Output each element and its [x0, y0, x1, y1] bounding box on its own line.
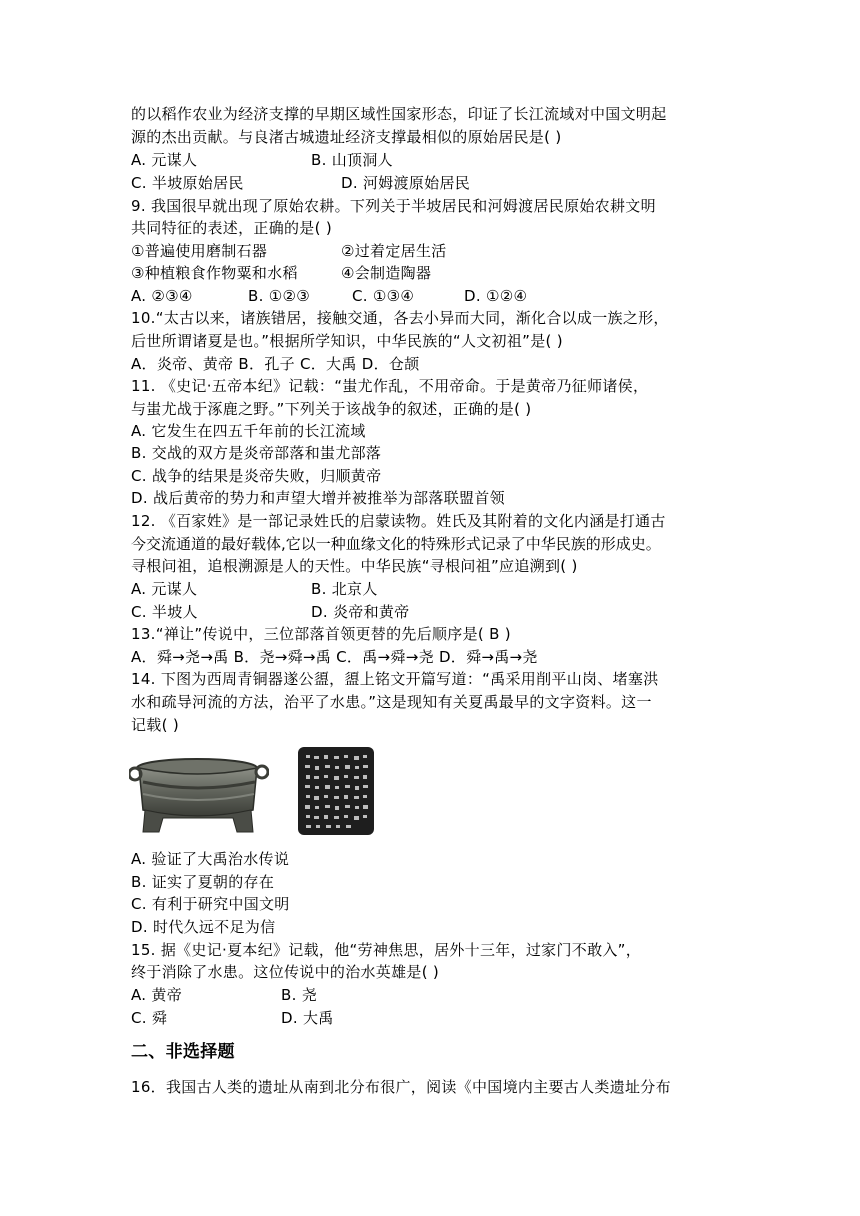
q14-option-b: B. 证实了夏朝的存在 — [131, 873, 275, 891]
q8-option-d: D. 河姆渡原始居民 — [341, 174, 471, 192]
q8-stem-line2: 源的杰出贡献。与良渚古城遗址经济支撑最相似的原始居民是( ) — [131, 128, 562, 146]
q14-option-c: C. 有利于研究中国文明 — [131, 895, 290, 913]
q14-option-d: D. 时代久远不足为信 — [131, 918, 276, 936]
bronze-vessel-image — [129, 748, 269, 838]
q11-stem-line2: 与蚩尤战于涿鹿之野。”下列关于该战争的叙述，正确的是( ) — [131, 400, 532, 418]
q14-stem-line2: 水和疏导河流的方法，治平了水患。”这是现知有关夏禹最早的文字资料。这一 — [131, 693, 652, 711]
q8-option-a: A. 元谋人 — [131, 151, 198, 169]
q8-stem-line1: 的以稻作农业为经济支撑的早期区域性国家形态，印证了长江流域对中国文明起 — [131, 105, 667, 123]
q10-stem-line2: 后世所谓诸夏是也。”根据所学知识，中华民族的“人文初祖”是( ) — [131, 332, 563, 350]
q8-option-b: B. 山顶洞人 — [311, 151, 393, 169]
q12-stem-line3: 寻根问祖，追根溯源是人的天性。中华民族“寻根问祖”应追溯到( ) — [131, 557, 578, 575]
q12-stem-line2: 今交流通道的最好载体,它以一种血缘文化的特殊形式记录了中华民族的形成史。 — [131, 535, 661, 553]
q12-option-a: A. 元谋人 — [131, 580, 198, 598]
q12-option-b: B. 北京人 — [311, 580, 378, 598]
q13-options: A．舜→尧→禹 B．尧→舜→禹 C．禹→舜→尧 D．舜→禹→尧 — [131, 648, 538, 666]
inscription-rubbing-image — [296, 745, 376, 837]
q12-option-d: D. 炎帝和黄帝 — [311, 603, 410, 621]
q15-option-d: D. 大禹 — [281, 1009, 334, 1027]
q14-stem-line1: 14. 下图为西周青铜器遂公盨，盨上铭文开篇写道：“禹采用削平山岗、堵塞洪 — [131, 670, 659, 688]
q8-option-c: C. 半坡原始居民 — [131, 174, 244, 192]
q15-option-c: C. 舜 — [131, 1009, 168, 1027]
q9-item-1: ①普遍使用磨制石器 — [131, 242, 268, 260]
q9-stem-line1: 9. 我国很早就出现了原始农耕。下列关于半坡居民和河姆渡居民原始农耕文明 — [131, 197, 656, 215]
q11-stem-line1: 11. 《史记·五帝本纪》记载：“蚩尤作乱，不用帝命。于是黄帝乃征师诸侯， — [131, 377, 649, 395]
q10-options: A．炎帝、黄帝 B．孔子 C．大禹 D．仓颉 — [131, 355, 420, 373]
q15-stem-line2: 终于消除了水患。这位传说中的治水英雄是( ) — [131, 963, 440, 981]
q15-option-b: B. 尧 — [281, 986, 318, 1004]
q11-option-c: C. 战争的结果是炎帝失败，归顺黄帝 — [131, 467, 382, 485]
section-heading: 二、非选择题 — [131, 1042, 235, 1062]
q12-stem-line1: 12. 《百家姓》是一部记录姓氏的启蒙读物。姓氏及其附着的文化内涵是打通古 — [131, 512, 666, 530]
q9-option-b: B. ①②③ — [248, 287, 310, 305]
q9-item-2: ②过着定居生活 — [341, 242, 447, 260]
q15-stem-line1: 15. 据《史记·夏本纪》记载，他“劳神焦思，居外十三年，过家门不敢入”， — [131, 941, 642, 959]
q11-option-d: D. 战后黄帝的势力和声望大增并被推举为部落联盟首领 — [131, 489, 505, 507]
q12-option-c: C. 半坡人 — [131, 603, 198, 621]
q11-option-a: A. 它发生在四五千年前的长江流域 — [131, 422, 366, 440]
q14-option-a: A. 验证了大禹治水传说 — [131, 850, 290, 868]
q9-option-c: C. ①③④ — [352, 287, 415, 305]
q9-option-a: A. ②③④ — [131, 287, 193, 305]
q16-stem-line1: 16．我国古人类的遗址从南到北分布很广，阅读《中国境内主要古人类遗址分布 — [131, 1078, 671, 1096]
q9-item-3: ③种植粮食作物粟和水稻 — [131, 264, 298, 282]
q9-item-4: ④会制造陶器 — [341, 264, 432, 282]
q15-option-a: A. 黄帝 — [131, 986, 183, 1004]
q14-stem-line3: 记载( ) — [131, 716, 179, 734]
q10-stem-line1: 10.“太古以来，诸族错居，接触交通，各去小异而大同，渐化合以成一族之形， — [131, 309, 669, 327]
q11-option-b: B. 交战的双方是炎帝部落和蚩尤部落 — [131, 444, 382, 462]
q13-stem: 13.“禅让”传说中，三位部落首领更替的先后顺序是( B ) — [131, 625, 511, 643]
q9-option-d: D. ①②④ — [464, 287, 528, 305]
q9-stem-line2: 共同特征的表述，正确的是( ) — [131, 219, 332, 237]
